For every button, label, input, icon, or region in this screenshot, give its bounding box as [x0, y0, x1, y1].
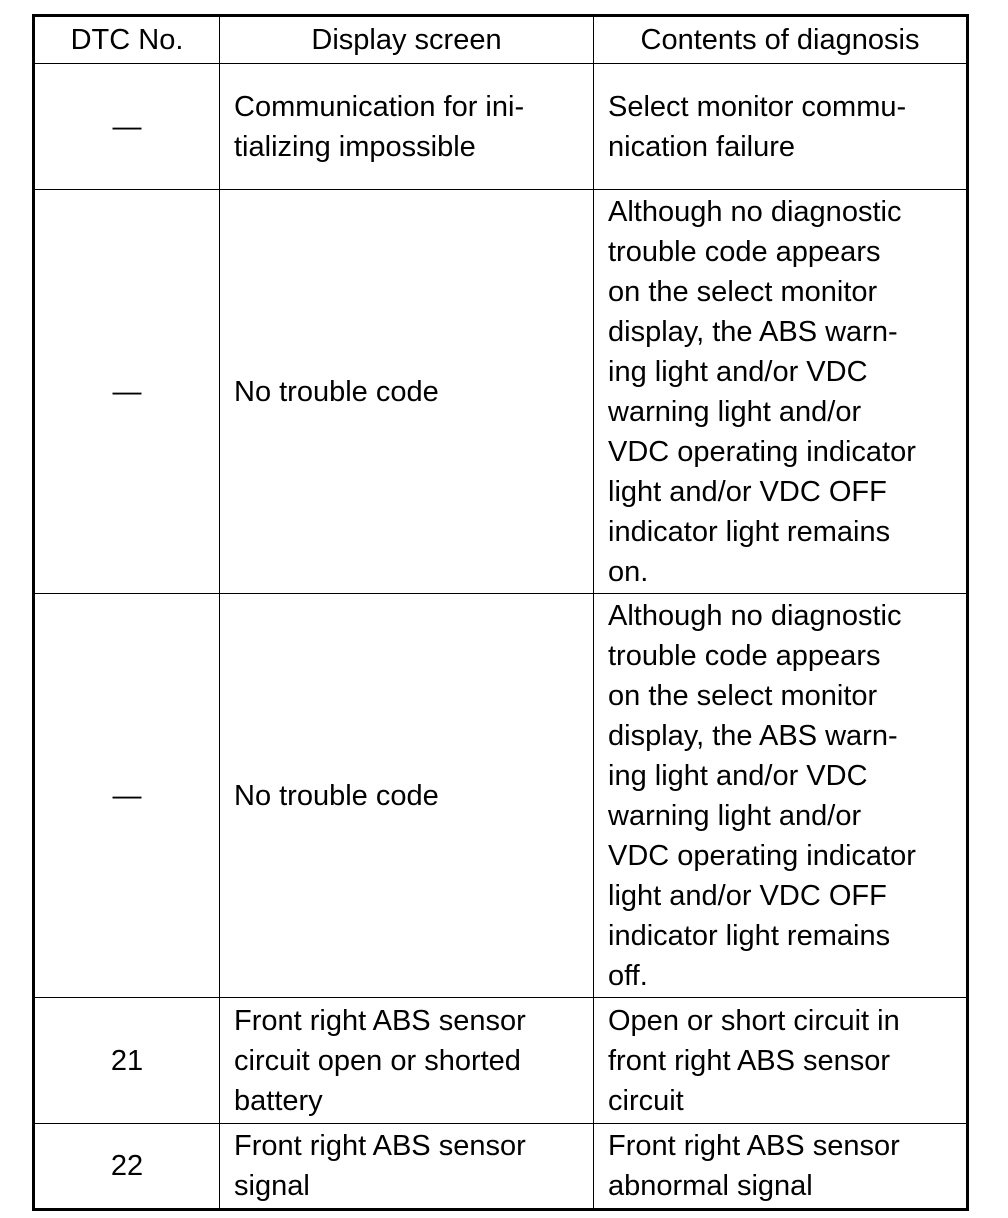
diagnosis-cell: Although no diagnostic trouble code appears on the select monitor display, the ABS warn- ing light and/or VDC warning light and/or VDC operating indicator light and/or VDC OFF indicator light remains off. [594, 594, 968, 998]
table-row [34, 190, 968, 594]
display-screen-cell: Communication for ini- tializing impossible [220, 64, 594, 190]
table-row [34, 594, 968, 998]
table-row [34, 64, 968, 190]
dtc-table [32, 14, 969, 1211]
diagnosis-cell: Select monitor commu- nication failure [594, 64, 968, 190]
dtc-code-cell: — [34, 64, 220, 190]
display-screen-cell: Front right ABS sensor circuit open or shorted battery [220, 998, 594, 1124]
display-screen-cell: No trouble code [220, 190, 594, 594]
diagnosis-cell: Front right ABS sensor abnormal signal [594, 1124, 968, 1210]
dtc-code-cell: — [34, 190, 220, 594]
header-dtc-no: DTC No. [34, 16, 220, 64]
header-display-screen: Display screen [220, 16, 594, 64]
header-contents-of-diagnosis: Contents of diagnosis [594, 16, 968, 64]
diagnosis-cell: Although no diagnostic trouble code appears on the select monitor display, the ABS warn- ing light and/or VDC warning light and/or VDC operating indicator light and/or VDC OFF indicator light remains on. [594, 190, 968, 594]
dtc-code-cell: 22 [34, 1124, 220, 1210]
header-row [34, 16, 968, 64]
display-screen-cell: No trouble code [220, 594, 594, 998]
table-row [34, 998, 968, 1124]
dtc-code-cell: 21 [34, 998, 220, 1124]
dtc-code-cell: — [34, 594, 220, 998]
table-row [34, 1124, 968, 1210]
diagnosis-cell: Open or short circuit in front right ABS sensor circuit [594, 998, 968, 1124]
display-screen-cell: Front right ABS sensor signal [220, 1124, 594, 1210]
